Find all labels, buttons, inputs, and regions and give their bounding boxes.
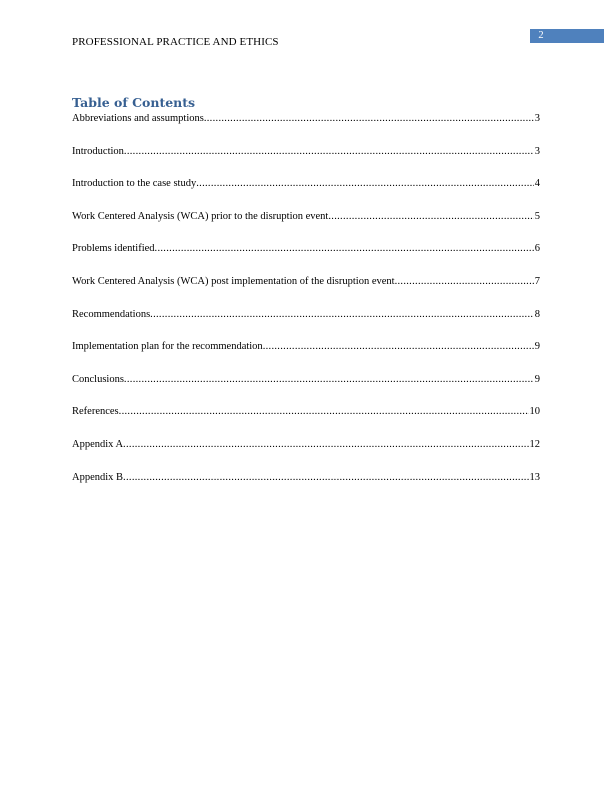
toc-dot-leader xyxy=(204,113,534,124)
toc-entry-page[interactable]: 8 xyxy=(534,308,540,320)
toc-entry[interactable] xyxy=(72,341,540,374)
toc-dot-leader xyxy=(395,276,534,287)
toc-entry[interactable] xyxy=(72,178,540,211)
toc-dot-leader xyxy=(124,146,534,157)
toc-dot-leader xyxy=(123,472,528,483)
toc-entry-page[interactable]: 9 xyxy=(534,373,540,385)
toc-entry[interactable] xyxy=(72,472,540,505)
toc-entry-page[interactable]: 7 xyxy=(534,275,540,287)
toc-entry-page[interactable]: 6 xyxy=(534,243,540,255)
toc-entry-title[interactable]: Appendix A xyxy=(72,438,124,450)
toc-dot-leader xyxy=(123,439,528,450)
toc-entry-page[interactable]: 3 xyxy=(534,145,540,157)
toc-entry-title[interactable]: Problems identified xyxy=(72,243,155,255)
toc-entry[interactable] xyxy=(72,439,540,472)
toc-entry[interactable] xyxy=(72,211,540,244)
toc-dot-leader xyxy=(196,178,534,189)
page-number-bar xyxy=(530,29,604,43)
toc-entry-page[interactable]: 5 xyxy=(534,210,540,222)
toc-entry[interactable] xyxy=(72,276,540,309)
toc-dot-leader xyxy=(124,374,534,385)
toc-entry-title[interactable]: Abbreviations and assumptions xyxy=(72,113,204,124)
toc-entry[interactable] xyxy=(72,113,540,146)
toc-dot-leader xyxy=(263,341,534,352)
toc-entry[interactable] xyxy=(72,309,540,342)
toc-entry-page[interactable]: 9 xyxy=(534,341,540,353)
toc-entry-page[interactable]: 3 xyxy=(534,113,540,124)
toc-entry-page[interactable]: 12 xyxy=(529,438,540,450)
toc-entry[interactable] xyxy=(72,374,540,407)
toc-entry-page[interactable]: 10 xyxy=(529,406,540,418)
toc-entry-title[interactable]: Work Centered Analysis (WCA) post implementation of the disruption event xyxy=(72,275,395,287)
toc-entry-title[interactable]: Conclusions xyxy=(72,373,124,385)
toc-dot-leader xyxy=(328,211,533,222)
toc-entry[interactable] xyxy=(72,146,540,179)
toc-heading: Table of Contents xyxy=(72,95,196,110)
toc-entry[interactable] xyxy=(72,406,540,439)
table-of-contents xyxy=(72,113,540,504)
toc-entry-page[interactable]: 4 xyxy=(534,178,540,190)
toc-entry-title[interactable]: References xyxy=(72,406,119,418)
toc-dot-leader xyxy=(119,406,529,417)
toc-dot-leader xyxy=(150,309,534,320)
toc-dot-leader xyxy=(155,243,534,254)
toc-entry-title[interactable]: Introduction xyxy=(72,145,124,157)
page-number: 2 xyxy=(538,30,544,41)
toc-entry[interactable] xyxy=(72,243,540,276)
toc-entry-page[interactable]: 13 xyxy=(529,471,540,483)
toc-entry-title[interactable]: Introduction to the case study xyxy=(72,178,197,190)
toc-entry-title[interactable]: Recommendations xyxy=(72,308,151,320)
toc-entry-title[interactable]: Appendix B xyxy=(72,471,124,483)
toc-entry-title[interactable]: Work Centered Analysis (WCA) prior to the disruption event xyxy=(72,210,329,222)
toc-entry-title[interactable]: Implementation plan for the recommendation xyxy=(72,341,263,353)
running-header: PROFESSIONAL PRACTICE AND ETHICS xyxy=(72,36,279,48)
